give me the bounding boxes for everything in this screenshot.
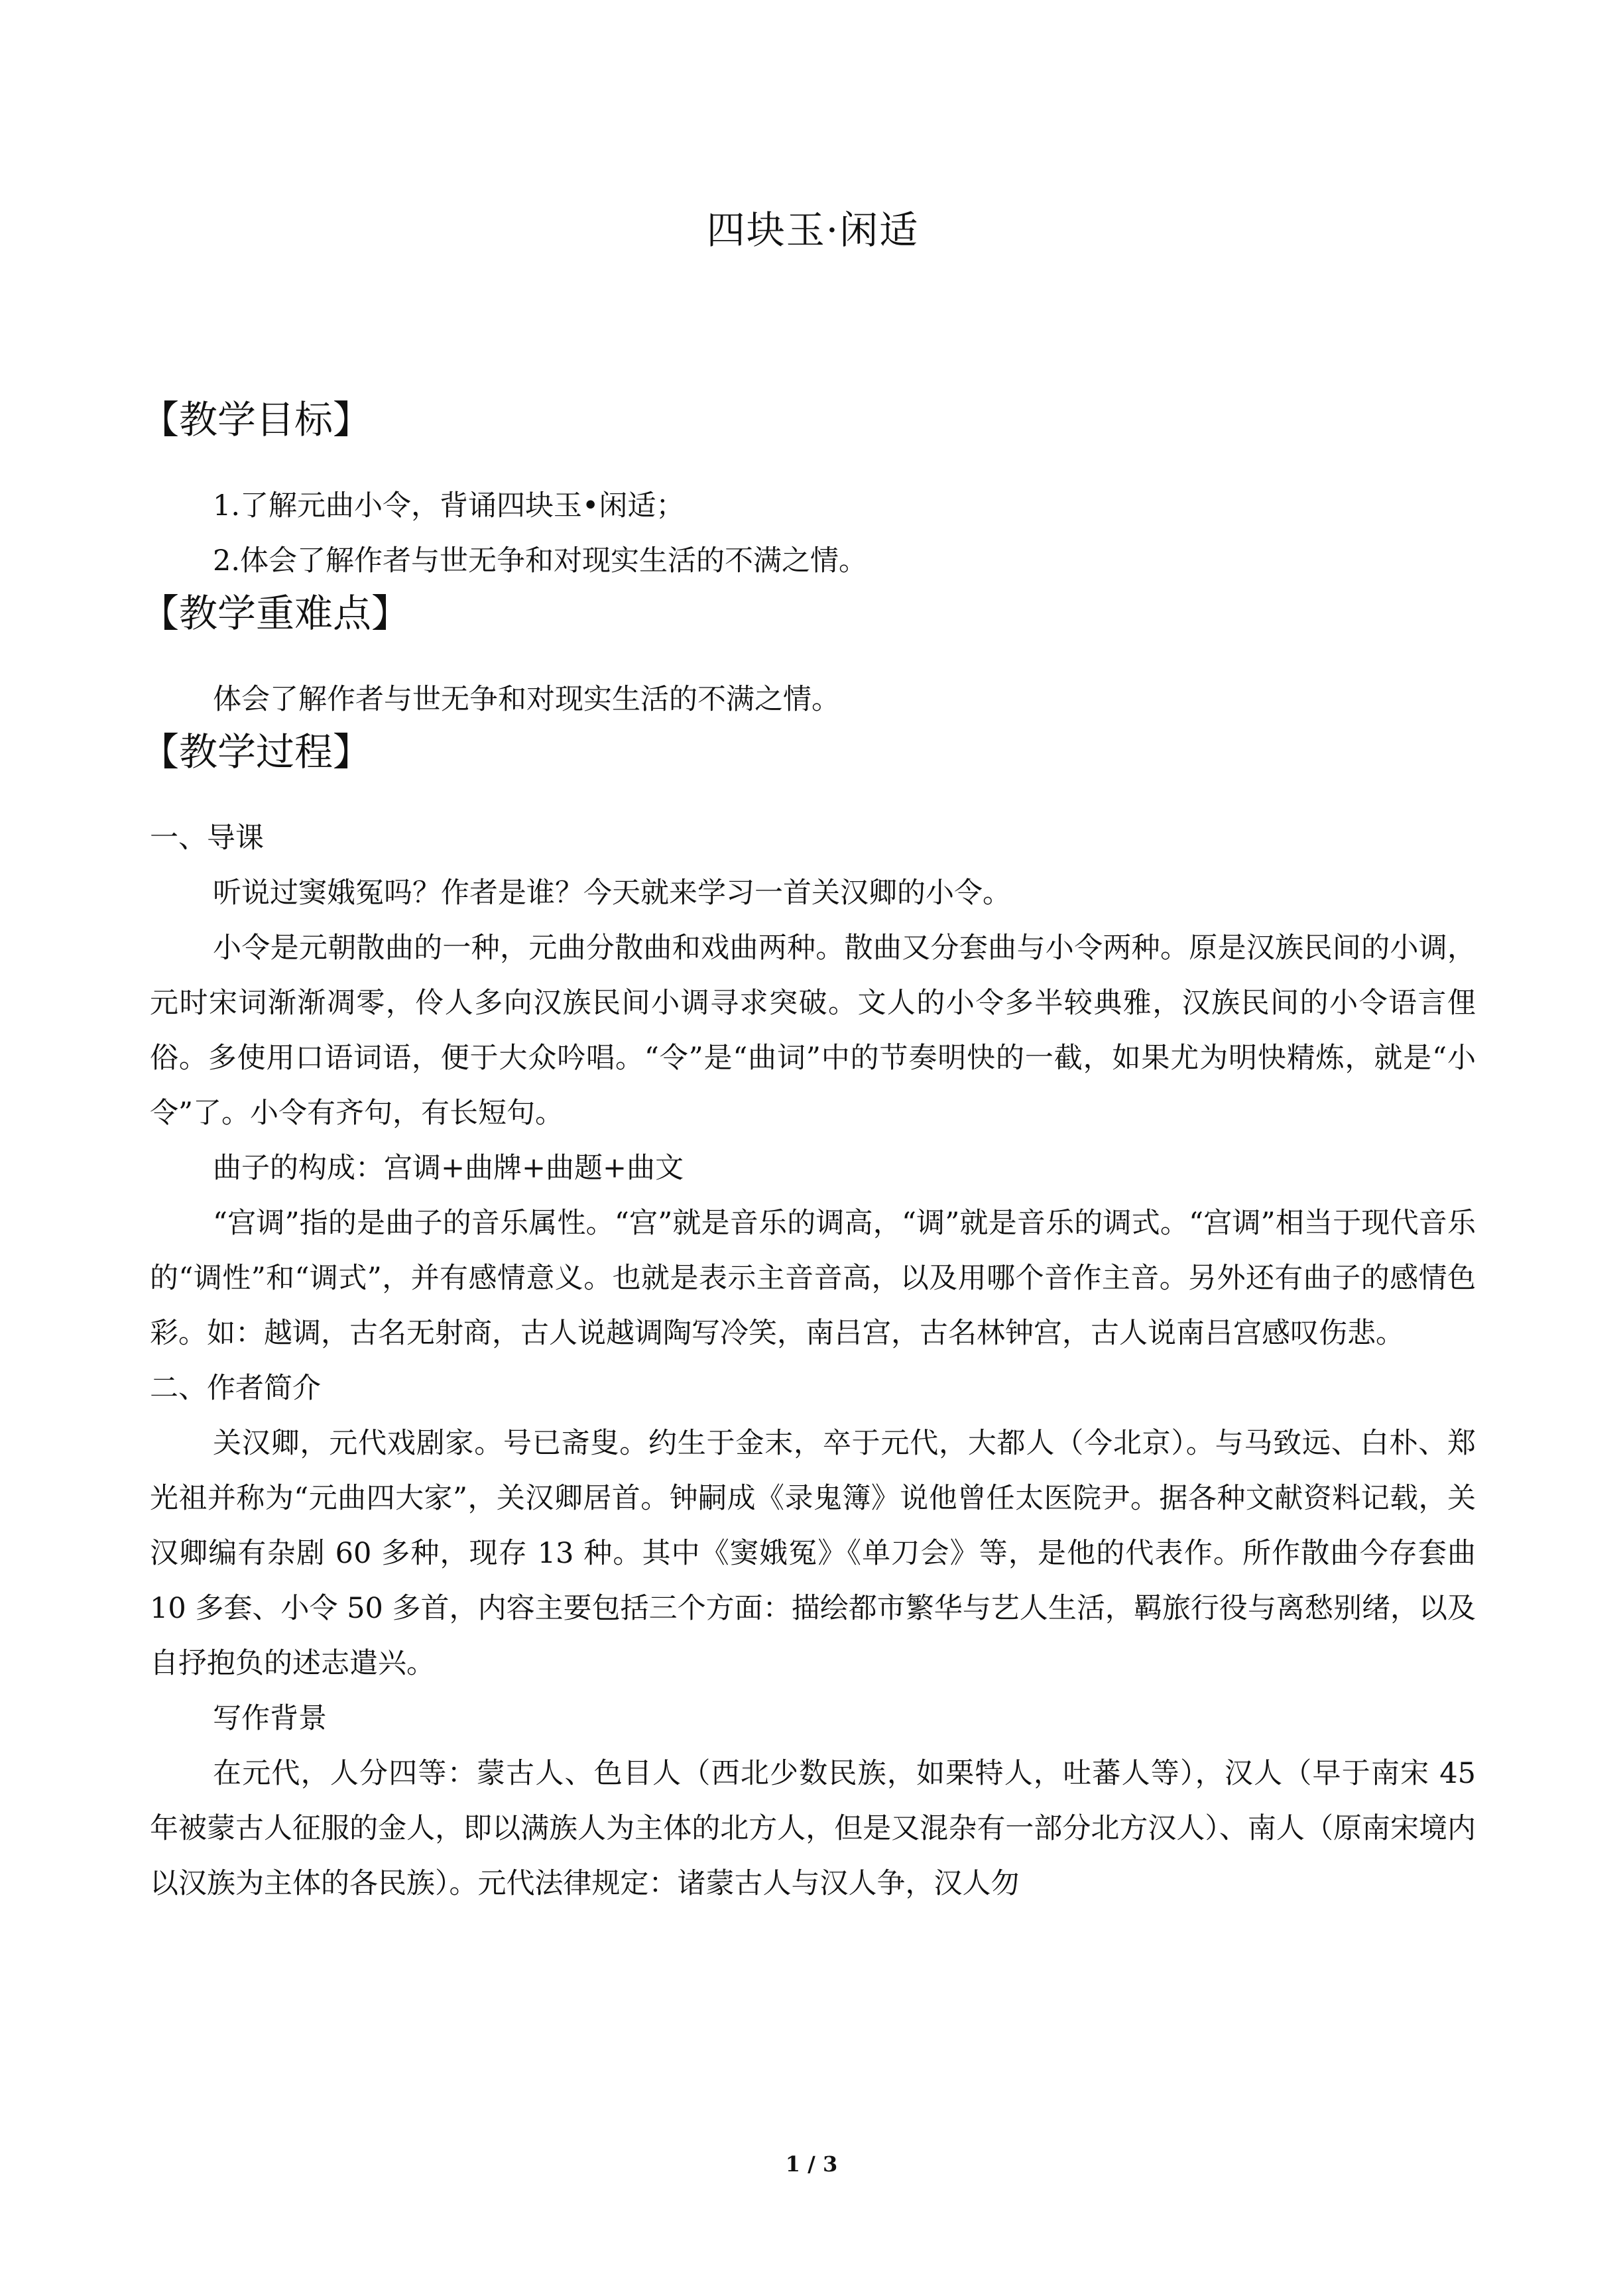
part2-paragraph-3: 在元代，人分四等：蒙古人、色目人（西北少数民族，如栗特人，吐蕃人等），汉人（早于南宋 45 年被蒙古人征服的金人，即以满族人为主体的北方人，但是又混杂有一部分北方汉人）、南人（原南宋境内以汉族为主体的各民族）。元代法律规定：诸蒙古人与汉人争，汉人勿: [150, 1757, 1476, 1900]
part2-subheading-background: 写作背景: [213, 1702, 327, 1735]
document-title: 四块玉·闲适: [706, 208, 920, 253]
objective-item-1: 1.了解元曲小令，背诵四块玉•闲适；: [213, 489, 685, 522]
section-process-heading: 【教学过程】: [141, 729, 372, 774]
page-content: [141, 199, 1476, 1911]
section-key-points-heading: 【教学重难点】: [141, 591, 410, 636]
part2-heading: 二、作者简介: [150, 1372, 321, 1405]
part1-paragraph-3: 曲子的构成：宫调+曲牌+曲题+曲文: [213, 1152, 684, 1185]
part1-paragraph-2: 小令是元朝散曲的一种，元曲分散曲和戏曲两种。散曲又分套曲与小令两种。原是汉族民间的小调，元时宋词渐渐凋零，伶人多向汉族民间小调寻求突破。文人的小令多半较典雅，汉族民间的小令语言俚俗。多使用口语词语，便于大众吟唱。“令”是“曲词”中的节奏明快的一截，如果尤为明快精炼，就是“小令”了。小令有齐句，有长短句。: [150, 932, 1476, 1130]
part2-paragraph-1: 关汉卿，元代戏剧家。号已斋叟。约生于金末，卒于元代，大都人（今北京）。与马致远、白朴、郑光祖并称为“元曲四大家”，关汉卿居首。钟嗣成《录鬼簿》说他曾任太医院尹。据各种文献资料记载，关汉卿编有杂剧 60 多种，现存 13 种。其中《窦娥冤》《单刀会》等，是他的代表作。所作散曲今存套曲 10 多套、小令 50 多首，内容主要包括三个方面：描绘都市繁华与艺人生活，羁旅行役与离愁别绪，以及自抒抱负的述志遣兴。: [150, 1427, 1476, 1680]
key-points-text: 体会了解作者与世无争和对现实生活的不满之情。: [213, 683, 840, 716]
part1-paragraph-4: “宫调”指的是曲子的音乐属性。“宫”就是音乐的调高，“调”就是音乐的调式。“宫调”相当于现代音乐的“调性”和“调式”，并有感情意义。也就是表示主音音高，以及用哪个音作主音。另外还有曲子的感情色彩。如：越调，古名无射商，古人说越调陶写冷笑，南吕宫，古名林钟宫，古人说南吕宫感叹伤悲。: [150, 1207, 1476, 1350]
part1-heading: 一、导课: [150, 821, 264, 855]
page-number: 1 / 3: [785, 2151, 838, 2177]
objective-item-2: 2.体会了解作者与世无争和对现实生活的不满之情。: [213, 544, 868, 577]
section-objectives-heading: 【教学目标】: [141, 397, 372, 442]
part1-paragraph-1: 听说过窦娥冤吗？作者是谁？今天就来学习一首关汉卿的小令。: [213, 876, 1011, 910]
